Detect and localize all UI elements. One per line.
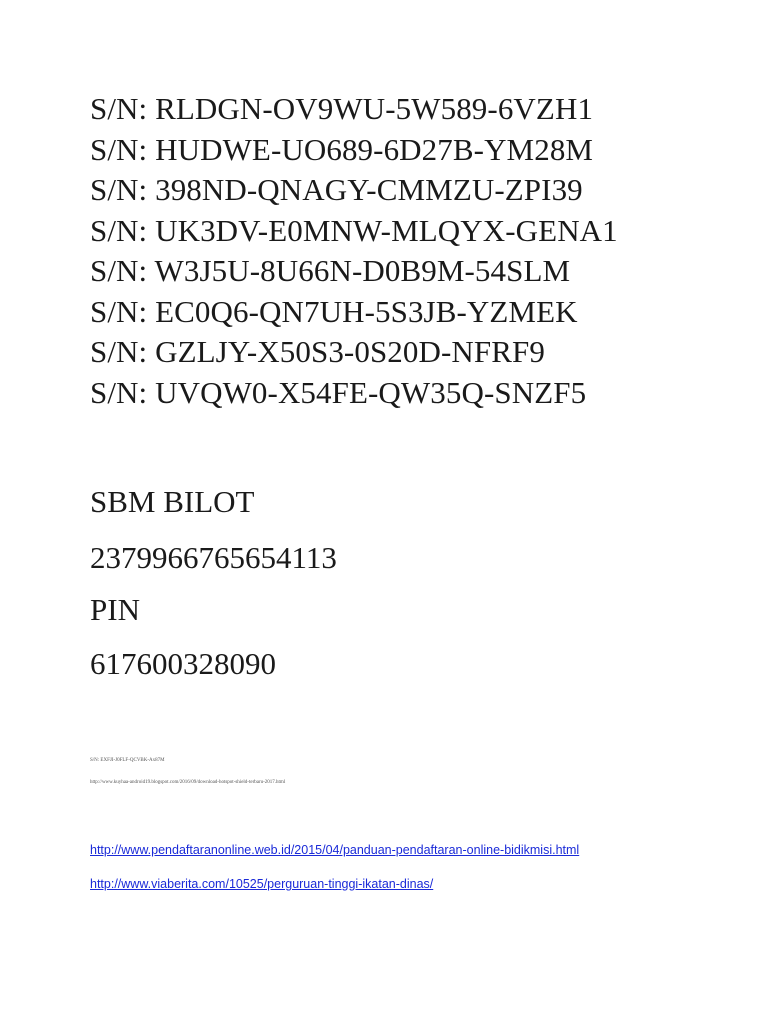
sbm-number: 2379966765654113 <box>90 540 337 575</box>
fine-print-url: http://www.kuyhaa-android19.blogspot.com/2016/09/download-hotspot-shield-terbaru-2017.html <box>90 780 286 785</box>
serial-number-line: S/N: W3J5U-8U66N-D0B9M-54SLM <box>90 253 571 288</box>
serial-number-line: S/N: HUDWE-UO689-6D27B-YM28M <box>90 131 594 167</box>
link-pendaftaran-bidikmisi[interactable]: http://www.pendaftaranonline.web.id/2015/04/panduan-pendaftaran-online-bidikmisi.html <box>90 843 580 857</box>
pin-label: PIN <box>90 592 140 627</box>
link-perguruan-tinggi-ikatan-dinas[interactable]: http://www.viaberita.com/10525/perguruan-tinggi-ikatan-dinas/ <box>90 877 434 891</box>
sbm-title: SBM BILOT <box>90 484 255 519</box>
serial-number-line: S/N: RLDGN-OV9WU-5W589-6VZH1 <box>90 91 594 126</box>
pin-value: 617600328090 <box>90 646 276 681</box>
serial-number-line: S/N: EC0Q6-QN7UH-5S3JB-YZMEK <box>90 293 578 329</box>
serial-number-line: S/N: UK3DV-E0MNW-MLQYX-GENA1 <box>90 212 618 248</box>
serial-number-line: S/N: 398ND-QNAGY-CMMZU-ZPI39 <box>90 172 583 207</box>
serial-number-line: S/N: GZLJY-X50S3-0S20D-NFRF9 <box>90 334 545 369</box>
serial-number-list <box>90 89 618 413</box>
fine-print-serial: S/N: EXFJI-J0FLF-QCVBK-Ax87M <box>90 758 165 763</box>
serial-number-line: S/N: UVQW0-X54FE-QW35Q-SNZF5 <box>90 374 587 410</box>
